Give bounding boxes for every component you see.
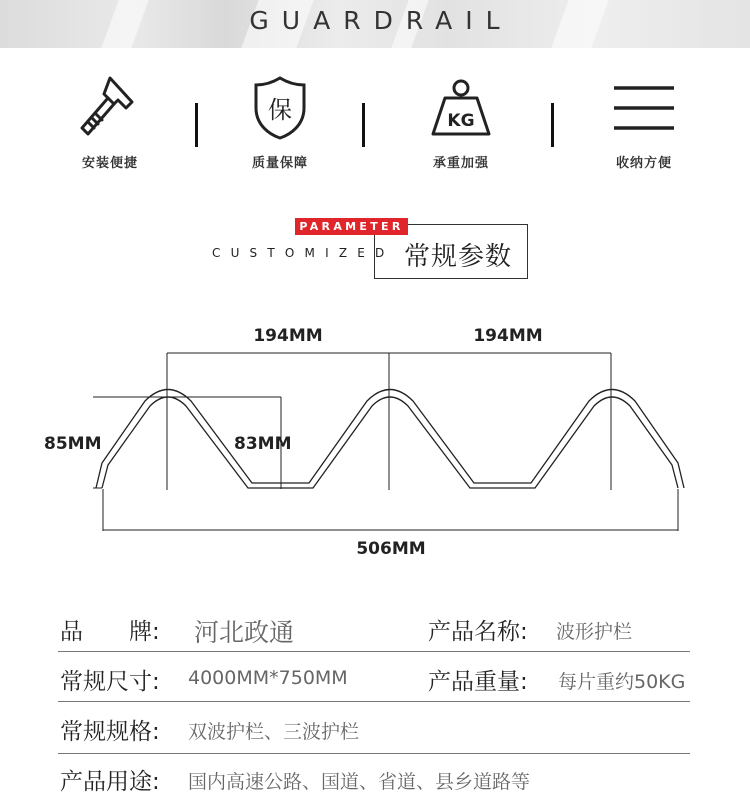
spec-size-value: 4000MM*750MM xyxy=(188,667,348,689)
spec-spec-label: 常规规格: xyxy=(60,719,160,745)
spec-divider xyxy=(58,651,690,652)
weight-icon xyxy=(425,72,497,144)
spec-name-value: 波形护栏 xyxy=(556,621,633,643)
customized-text: CUSTOMIZED xyxy=(212,246,395,260)
hammer-icon xyxy=(74,72,146,144)
feature-label: 质量保障 xyxy=(251,156,308,171)
feature-divider xyxy=(551,103,554,147)
spec-weight-value: 每片重约50KG xyxy=(558,671,686,693)
menu-icon xyxy=(608,72,680,144)
guardrail-banner xyxy=(0,0,750,48)
parameter-tag: PARAMETER xyxy=(295,218,408,235)
spec-divider xyxy=(58,753,690,754)
guardrail-profile-diagram xyxy=(0,300,750,570)
param-title: 常规参数 xyxy=(404,242,513,272)
banner-title: GUARDRAIL xyxy=(249,6,513,35)
spec-size-label: 常规尺寸: xyxy=(60,669,160,695)
feature-label: 收纳方便 xyxy=(615,156,672,171)
shield-icon xyxy=(244,72,316,144)
dim-width-right: 194MM xyxy=(473,326,543,346)
spec-use-value: 国内高速公路、国道、省道、县乡道路等 xyxy=(188,771,531,793)
feature-divider xyxy=(195,103,198,147)
spec-brand-value: 河北政通 xyxy=(194,618,295,647)
spec-use-label: 产品用途: xyxy=(60,769,160,795)
spec-spec-value: 双波护栏、三波护栏 xyxy=(188,721,360,743)
feature-label: 承重加强 xyxy=(432,156,489,171)
dim-height-inner: 83MM xyxy=(234,434,292,454)
dim-width-left: 194MM xyxy=(253,326,323,346)
spec-divider xyxy=(58,701,690,702)
feature-storage xyxy=(579,72,709,171)
feature-load xyxy=(396,72,526,171)
feature-quality xyxy=(215,72,345,171)
feature-easy-install xyxy=(45,72,175,171)
dim-height-outer: 85MM xyxy=(44,434,102,454)
spec-weight-label: 产品重量: xyxy=(428,669,528,695)
spec-brand-label: 品 牌: xyxy=(60,619,160,645)
dim-total-width: 506MM xyxy=(356,539,426,559)
shield-icon-text: 保 xyxy=(268,96,292,124)
feature-divider xyxy=(362,103,365,147)
feature-label: 安装便捷 xyxy=(81,156,138,171)
spec-name-label: 产品名称: xyxy=(428,619,528,645)
weight-icon-text: KG xyxy=(447,111,475,131)
